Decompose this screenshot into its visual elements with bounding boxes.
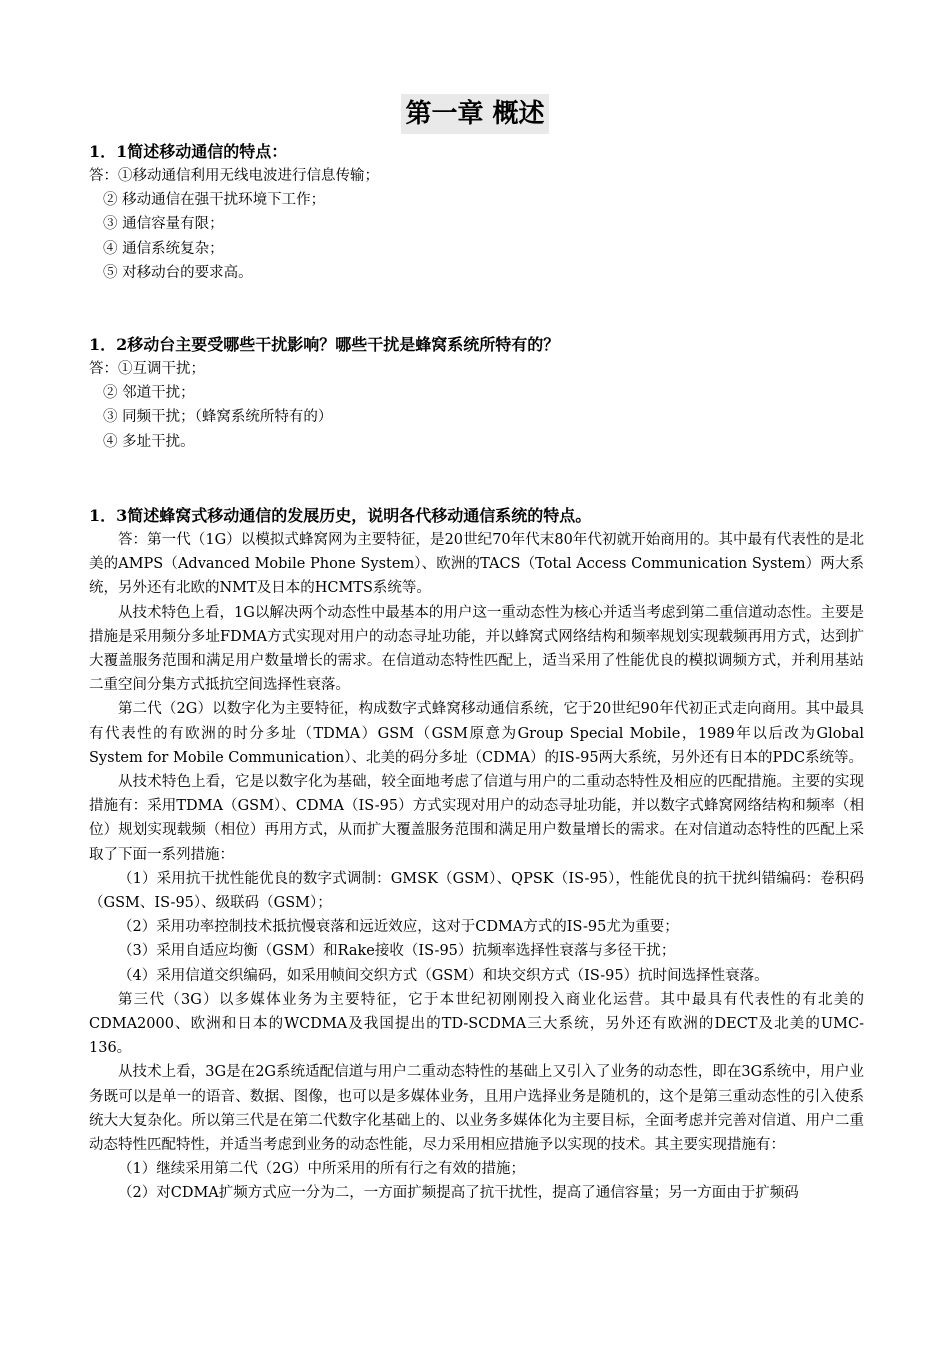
- body-paragraph: 从技术特色上看，它是以数字化为基础，较全面地考虑了信道与用户的二重动态特性及相应的匹配措施。主要的实现措施有：采用TDMA（GSM）、CDMA（IS-95）方式实现对用户的动态寻址功能，并以数字式蜂窝网络结构和频率（相位）规划实现载频（相位）再用方式，从而扩大覆盖服务范围和满足用户数量增长的需求。在对信道动态特性的匹配上采取了下面一系列措施：: [89, 774, 864, 863]
- question-heading: 1．3简述蜂窝式移动通信的发展历史，说明各代移动通信系统的特点。: [89, 506, 592, 525]
- list-paragraph: （4）采用信道交织编码，如采用帧间交织方式（GSM）和块交织方式（IS-95）抗时间选择性衰落。: [118, 967, 769, 984]
- chapter-title: 第一章 概述: [401, 94, 548, 134]
- answer-line: 答：①移动通信利用无线电波进行信息传输；: [89, 168, 379, 184]
- answer-line: 答：①互调干扰；: [89, 361, 205, 377]
- body-paragraph: 第二代（2G）以数字化为主要特征，构成数字式蜂窝移动通信系统，它于20世纪90年代初正式走向商用。其中最具有代表性的有欧洲的时分多址（TDMA）GSM（GSM原意为Group Special Mobile，1989年以后改为Global System for Mobile Communication）、北美的码分多址（CDMA）的IS-95两大系统，另外还有日本的PDC系统等。: [89, 701, 864, 766]
- answer-line: ③ 同频干扰；（蜂窝系统所特有的）: [103, 409, 333, 426]
- body-paragraph: 从技术上看，3G是在2G系统适配信道与用户二重动态特性的基础上又引入了业务的动态性，即在3G系统中，用户业务既可以是单一的语音、数据、图像，也可以是多媒体业务，且用户选择业务是随机的，这个是第三重动态性的引入使系统大大复杂化。所以第三代是在第二代数字化基础上的、以业务多媒体化为主要目标，全面考虑并完善对信道、用户二重动态特性匹配特性，并适当考虑到业务的动态性能，尽力采用相应措施予以实现的技术。其主要实现措施有：: [89, 1064, 864, 1154]
- body-paragraph: 第三代（3G）以多媒体业务为主要特征，它于本世纪初刚刚投入商业化运营。其中最具有代表性的有北美的CDMA2000、欧洲和日本的WCDMA及我国提出的TD-SCDMA三大系统，另外还有欧洲的DECT及北美的UMC-136。: [89, 991, 864, 1057]
- chapter-title-container: [0, 94, 950, 134]
- body-paragraph: 从技术特色上看，1G以解决两个动态性中最基本的用户这一重动态性为核心并适当考虑到第二重信道动态性。主要是措施是采用频分多址FDMA方式实现对用户的动态寻址功能，并以蜂窝式网络结构和频率规划实现载频再用方式，达到扩大覆盖服务范围和满足用户数量增长的需求。在信道动态特性匹配上，适当采用了性能优良的模拟调频方式，并利用基站二重空间分集方式抵抗空间选择性衰落。: [89, 604, 865, 694]
- answer-line: ③ 通信容量有限；: [103, 216, 224, 233]
- body-paragraph: 答：第一代（1G）以模拟式蜂窝网为主要特征，是20世纪70年代末80年代初就开始商用的。其中最有代表性的是北美的AMPS（Advanced Mobile Phone System）、欧洲的TACS（Total Access Communication System）两大系统，另外还有北欧的NMT及日本的HCMTS系统等。: [89, 532, 864, 597]
- section-1-2: [89, 333, 864, 454]
- section-1-3: [89, 504, 864, 1206]
- answer-line: ⑤ 对移动台的要求高。: [103, 264, 253, 281]
- list-paragraph: （2）对CDMA扩频方式应一分为二，一方面扩频提高了抗干扰性，提高了通信容量；另一方面由于扩频码: [118, 1185, 799, 1202]
- answer-line: ② 移动通信在强干扰环境下工作；: [103, 192, 326, 209]
- section-1-1: [89, 140, 864, 285]
- question-heading: 1．2移动台主要受哪些干扰影响？哪些干扰是蜂窝系统所特有的？: [89, 335, 560, 354]
- answer-line: ② 邻道干扰；: [103, 385, 195, 402]
- list-paragraph: （1）采用抗干扰性能优良的数字式调制：GMSK（GSM）、QPSK（IS-95），性能优良的抗干扰纠错编码：卷积码（GSM、IS-95）、级联码（GSM）；: [89, 870, 864, 912]
- answer-line: ④ 通信系统复杂；: [103, 240, 224, 257]
- answer-line: ④ 多址干扰。: [103, 433, 195, 450]
- question-heading: 1．1简述移动通信的特点：: [89, 142, 288, 161]
- list-paragraph: （3）采用自适应均衡（GSM）和Rake接收（IS-95）抗频率选择性衰落与多径干扰；: [118, 943, 676, 960]
- list-paragraph: （1）继续采用第二代（2G）中所采用的所有行之有效的措施；: [118, 1161, 526, 1178]
- list-paragraph: （2）采用功率控制技术抵抗慢衰落和远近效应，这对于CDMA方式的IS-95尤为重要；: [118, 919, 679, 936]
